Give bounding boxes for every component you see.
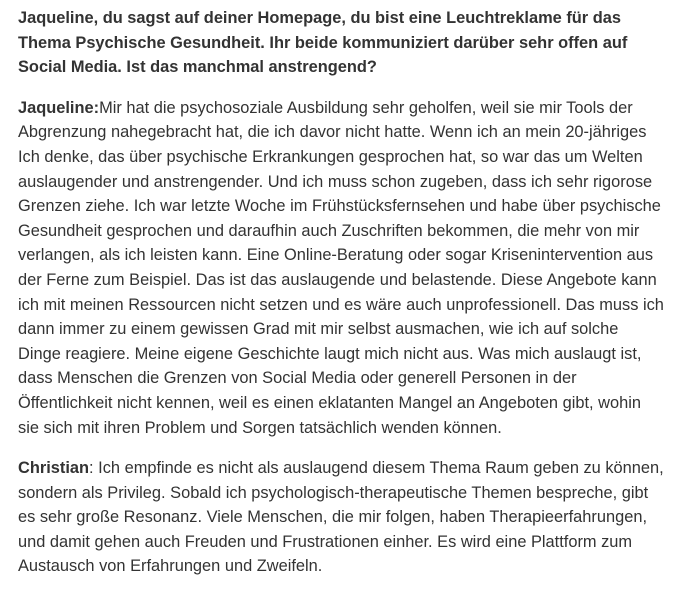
answer-jaqueline [18,96,665,440]
speaker-name: Christian [18,459,90,478]
answer-text: : Ich empfinde es nicht als auslaugend diesem Thema Raum geben zu können, sondern als Privileg. Sobald ich psychologisch-therapeutische Themen bespreche, gibt es sehr große Resonanz. Viele Menschen, die mir folgen, haben Therapieerfahrungen, und damit gehen auch Freuden und Frustrationen einher. Es wird eine Plattform zum Austausch von Erfahrungen und Zweifeln. [18,459,664,576]
answer-text: Mir hat die psychosoziale Ausbildung sehr geholfen, weil sie mir Tools der Abgrenzung nahegebracht hat, die ich davor nicht hatte. Wenn ich an mein 20-jähriges Ich denke, das über psychische Erkrankungen gesprochen hat, so war das um Welten auslaugender und anstrengender. Und ich muss schon zugeben, dass ich sehr rigorose Grenzen ziehe. Ich war letzte Woche im Frühstücksfernsehen und habe über psychische Gesundheit gesprochen und daraufhin auch Zuschriften bekommen, die mehr von mir verlangen, als ich leisten kann. Eine Online-Beratung oder sogar Krisenintervention aus der Ferne zum Beispiel. Das ist das auslaugende und belastende. Diese Angebote kann ich mit meinen Ressourcen nicht setzen und es wäre auch unprofessionell. Das muss ich dann immer zu einem gewissen Grad mit mir selbst ausmachen, wie ich auf solche Dinge reagiere. Meine eigene Geschichte laugt mich nicht aus. Was mich auslaugt ist, dass Menschen die Grenzen von Social Media oder generell Personen in der Öffentlichkeit nicht kennen, weil es einen eklatanten Mangel an Angeboten gibt, wohin sie sich mit ihren Problem und Sorgen tatsächlich wenden können. [18,98,664,437]
speaker-name: Jaqueline: [18,98,100,117]
answer-christian [18,456,665,579]
interview-question: Jaqueline, du sagst auf deiner Homepage, du bist eine Leuchtreklame für das Thema Psychische Gesundheit. Ihr beide kommuniziert darüber sehr offen auf Social Media. Ist das manchmal anstrengend? [18,9,628,77]
